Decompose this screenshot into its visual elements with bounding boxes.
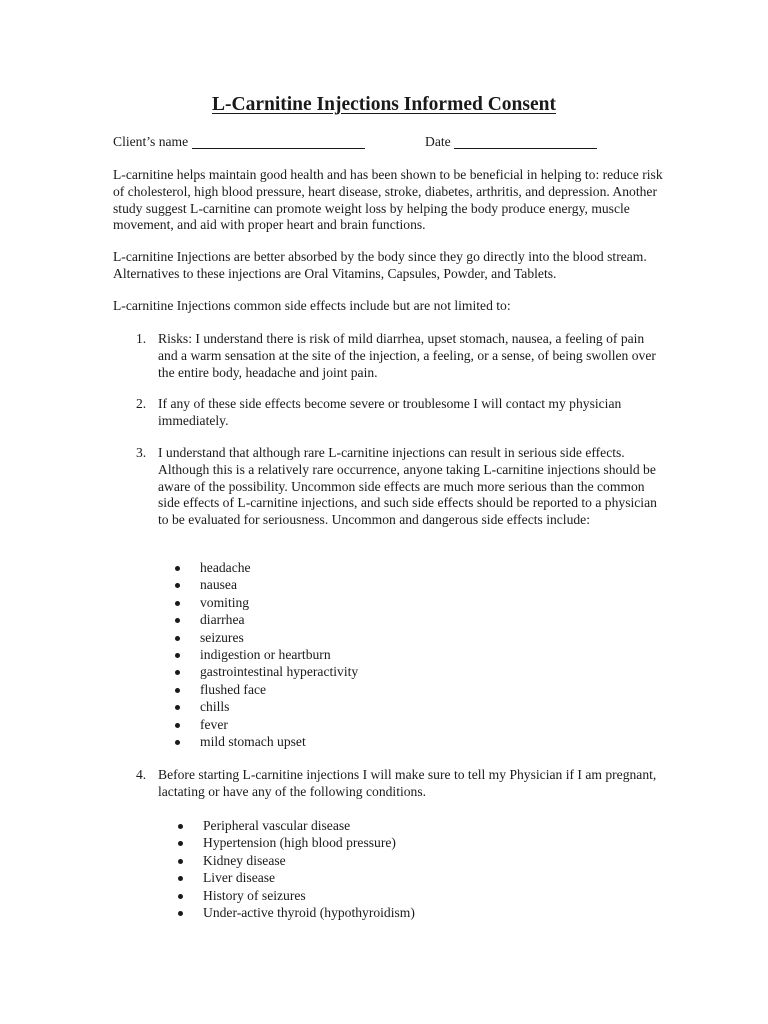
bullet-icon <box>175 601 180 606</box>
bullet-icon <box>175 688 180 693</box>
list-item-text: seizures <box>200 629 244 645</box>
intro-paragraph <box>113 167 673 234</box>
bullet-icon <box>175 670 180 675</box>
client-name-field[interactable] <box>192 148 365 149</box>
list-item-text: chills <box>200 699 230 715</box>
bullet-icon <box>175 618 180 623</box>
absorption-text: L-carnitine Injections are better absorbed by the body since they go directly into the blood stream. Alternatives to these injections are Oral Vitamins, Capsules, Powder, and Tablets. <box>113 249 647 281</box>
bullet-icon <box>175 653 180 658</box>
list-item-text: mild stomach upset <box>200 733 306 749</box>
bullet-icon <box>175 705 180 710</box>
list-item-text: Hypertension (high blood pressure) <box>203 835 396 851</box>
item-text: I understand that although rare L-carnitine injections can result in serious side effects. Although this is a relatively rare occurrence, anyone taking L-carnitine injections should be aware of the possibility. Uncommon side effects are much more serious than the common side effects of L-carnitine injections, and such side effects should be reported to a physician to be evaluated for seriousness. Uncommon and dangerous side effects include: <box>158 445 657 528</box>
bullet-icon <box>175 583 180 588</box>
list-item-text: fever <box>200 716 228 732</box>
list-item-text: History of seizures <box>203 887 306 903</box>
bullet-icon <box>175 566 180 571</box>
list-item-text: Under-active thyroid (hypothyroidism) <box>203 904 415 920</box>
list-item-text: flushed face <box>200 681 267 697</box>
absorption-paragraph <box>113 249 673 283</box>
bullet-icon <box>175 723 180 728</box>
client-name-label: Client’s name <box>113 134 189 149</box>
bullet-icon <box>175 636 180 641</box>
item-number: 1. <box>136 331 147 346</box>
bullet-icon <box>178 824 183 829</box>
side-effects-intro-text: L-carnitine Injections common side effects include but are not limited to: <box>113 298 511 313</box>
list-item-text: nausea <box>200 577 237 593</box>
item-number: 2. <box>136 396 147 411</box>
bullet-icon <box>178 876 183 881</box>
list-item-text: headache <box>200 560 251 575</box>
list-item-text: Kidney disease <box>203 852 286 868</box>
bullet-icon <box>178 859 183 864</box>
item-text: Before starting L-carnitine injections I will make sure to tell my Physician if I am pregnant, lactating or have any of the following conditions. <box>158 767 657 799</box>
item-number: 4. <box>136 767 147 782</box>
bullet-icon <box>178 911 183 916</box>
bullet-icon <box>178 894 183 899</box>
list-item-text: vomiting <box>200 594 250 610</box>
list-item-text: diarrhea <box>200 612 245 628</box>
list-item-text: Liver disease <box>203 870 276 886</box>
document-title: L-Carnitine Injections Informed Consent <box>212 94 556 115</box>
date-field[interactable] <box>454 148 597 149</box>
item-text: Risks: I understand there is risk of mild diarrhea, upset stomach, nausea, a feeling of pain and a warm sensation at the site of the injection, a feeling, or a sense, of being swollen over the entire body, headache and joint pain. <box>158 331 656 380</box>
client-info-row <box>113 134 673 152</box>
item-number: 3. <box>136 445 147 460</box>
side-effects-intro-paragraph <box>113 298 673 315</box>
intro-text: L-carnitine helps maintain good health and has been shown to be beneficial in helping to: reduce risk of cholesterol, high blood pressure, heart disease, stroke, diabetes, arthritis, and depression. Another study suggest L-carnitine can promote weight loss by helping the body produce energy, muscle movement, and aid with proper heart and brain functions. <box>113 167 663 233</box>
list-item-text: indigestion or heartburn <box>200 646 331 662</box>
bullet-icon <box>178 841 183 846</box>
bullet-icon <box>175 740 180 745</box>
item-text: If any of these side effects become severe or troublesome I will contact my physician immediately. <box>158 396 622 428</box>
date-label: Date <box>425 134 451 149</box>
list-item-text: gastrointestinal hyperactivity <box>200 664 359 680</box>
list-item-text: Peripheral vascular disease <box>203 818 351 833</box>
